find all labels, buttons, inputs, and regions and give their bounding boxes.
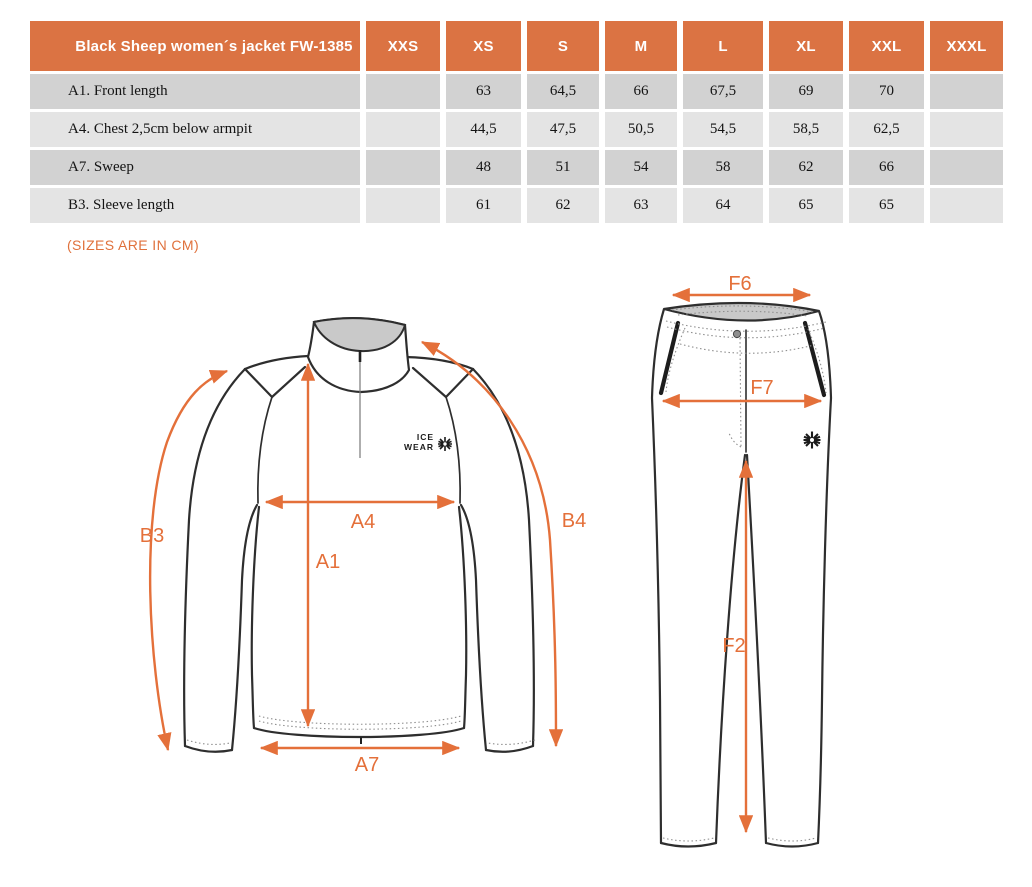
label-a4: A4 [350,511,376,533]
table-cell [930,112,1003,147]
size-diagram [0,255,1032,887]
waist-button [733,330,740,337]
table-cell: 62,5 [849,112,924,147]
table-cell [366,150,440,185]
table-cell [366,74,440,109]
pants-drawing [652,303,831,847]
table-cell: 64,5 [527,74,599,109]
table-cell: 64 [683,188,763,223]
col-header-xxs: XXS [366,21,440,71]
label-f6: F6 [728,273,752,295]
snowflake-icon [804,432,821,449]
table-cell: 67,5 [683,74,763,109]
arrow-b3 [150,371,227,750]
label-a1: A1 [315,551,341,573]
size-table [30,21,1003,223]
table-cell [366,188,440,223]
table-cell: 65 [849,188,924,223]
col-header-s: S [527,21,599,71]
table-cell: 65 [769,188,843,223]
table-cell: 63 [605,188,677,223]
jacket-collar [308,318,409,392]
sizes-note: (SIZES ARE IN CM) [67,237,200,253]
row-label: A7. Sweep [30,150,360,185]
label-f7: F7 [750,377,774,399]
table-cell: 62 [769,150,843,185]
label-f2: F2 [722,635,746,657]
label-b4: B4 [561,510,587,532]
col-header-xxxl: XXXL [930,21,1003,71]
table-cell: 66 [849,150,924,185]
label-b3: B3 [139,525,165,547]
svg-text:ICE: ICE [416,432,434,442]
table-cell [930,188,1003,223]
row-label: B3. Sleeve length [30,188,360,223]
row-label: A4. Chest 2,5cm below armpit [30,112,360,147]
table-cell: 50,5 [605,112,677,147]
col-header-l: L [683,21,763,71]
table-cell [930,150,1003,185]
table-cell: 58,5 [769,112,843,147]
col-header-xxl: XXL [849,21,924,71]
table-cell: 54 [605,150,677,185]
table-cell: 44,5 [446,112,521,147]
svg-text:WEAR: WEAR [404,442,434,452]
table-cell: 63 [446,74,521,109]
table-cell [366,112,440,147]
table-title: Black Sheep women´s jacket FW-1385 [30,21,360,71]
table-cell: 61 [446,188,521,223]
table-cell: 48 [446,150,521,185]
arrow-b4 [422,342,556,746]
table-cell: 47,5 [527,112,599,147]
table-cell: 66 [605,74,677,109]
label-a7: A7 [354,754,380,776]
table-cell: 54,5 [683,112,763,147]
table-cell: 58 [683,150,763,185]
jacket-drawing [184,318,535,752]
table-cell [930,74,1003,109]
row-label: A1. Front length [30,74,360,109]
measurement-labels [140,273,774,776]
col-header-xs: XS [446,21,521,71]
table-cell: 69 [769,74,843,109]
table-cell: 70 [849,74,924,109]
snowflake-icon [438,437,452,451]
icewear-logo [404,432,452,452]
table-cell: 51 [527,150,599,185]
col-header-m: M [605,21,677,71]
col-header-xl: XL [769,21,843,71]
table-cell: 62 [527,188,599,223]
